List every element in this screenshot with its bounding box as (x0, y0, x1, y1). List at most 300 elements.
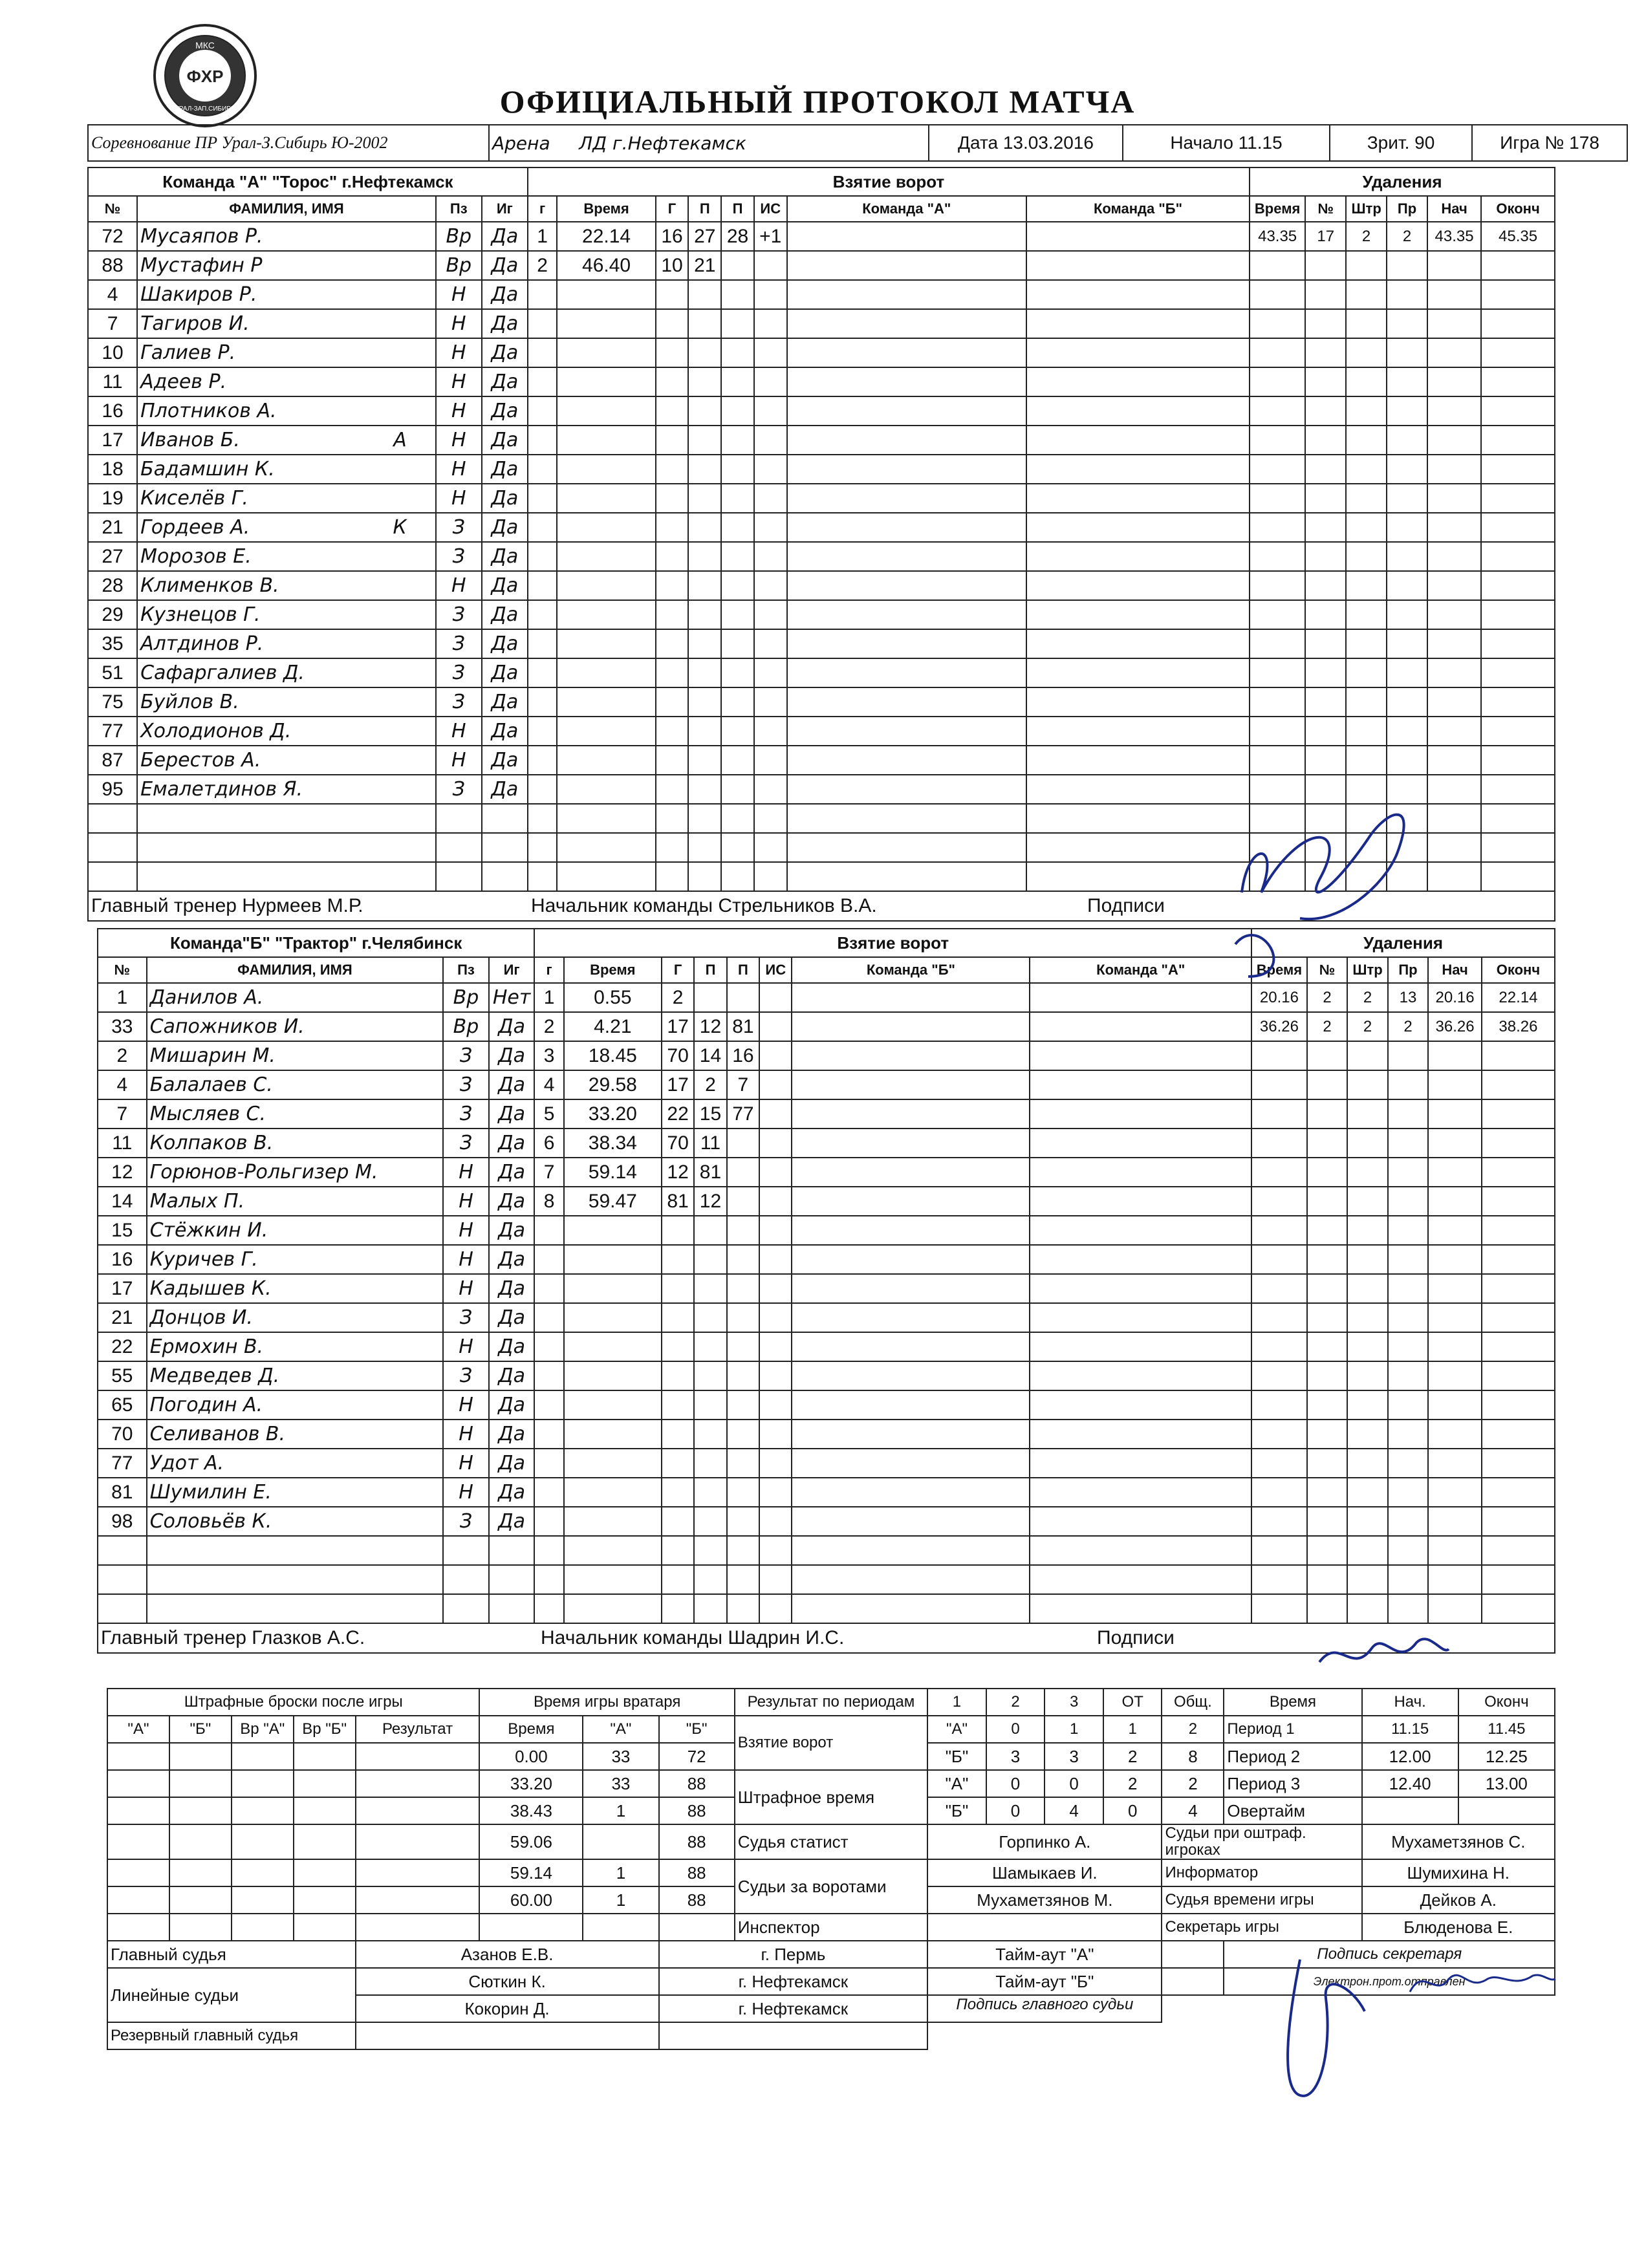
goal-p1: 2 (694, 1070, 726, 1099)
goal-time: 4.21 (564, 1012, 662, 1041)
head-coach: Главный тренер Нурмеев М.Р. (91, 895, 363, 916)
player-number: 33 (98, 1012, 147, 1041)
player-played: Да (482, 338, 528, 367)
player-played: Да (482, 542, 528, 571)
col-header-pen_min: Штр (1346, 196, 1387, 222)
goals-section-title: Взятие ворот (528, 167, 1250, 196)
svg-text:МКС: МКС (195, 40, 215, 50)
player-position: Н (443, 1420, 489, 1449)
table-row (88, 396, 1555, 426)
goalie-row-b: 72 (659, 1743, 735, 1770)
goals-b-p2: 3 (1045, 1743, 1103, 1770)
player-played: Да (489, 1390, 535, 1420)
player-played: Нет (489, 983, 535, 1012)
player-name (147, 1012, 444, 1041)
penalty-start: 20.16 (1428, 983, 1482, 1012)
goalie-row-b: 88 (659, 1770, 735, 1797)
table-row (88, 280, 1555, 309)
pim-b-p1: 0 (986, 1797, 1045, 1824)
timing-period-3-end: 13.00 (1458, 1770, 1555, 1797)
player-name-text: Сафаргалиев Д. (140, 662, 305, 684)
col-header-g: г (534, 957, 563, 983)
player-number: 7 (98, 1099, 147, 1129)
table-row (88, 426, 1555, 455)
col-header-P1: П (688, 196, 721, 222)
table-row (98, 1303, 1555, 1332)
goalie-row-time: 60.00 (479, 1886, 583, 1914)
table-row (88, 484, 1555, 513)
shootout-col-ga: Вр "А" (232, 1716, 294, 1743)
player-number: 18 (88, 455, 137, 484)
goal-time: 33.20 (564, 1099, 662, 1129)
table-row (98, 1216, 1555, 1245)
col-header-time: Время (557, 196, 655, 222)
player-number: 17 (88, 426, 137, 455)
player-played: Да (482, 687, 528, 717)
goalie-row-a: 1 (583, 1886, 658, 1914)
player-name-text: Медведев Д. (149, 1365, 280, 1387)
player-position: Н (436, 746, 482, 775)
player-position: Н (436, 309, 482, 338)
player-name-text: Селиванов В. (149, 1423, 286, 1445)
player-position: З (436, 600, 482, 629)
player-position: З (443, 1303, 489, 1332)
periods-pim-label: Штрафное время (735, 1770, 927, 1824)
penalty-min: 2 (1347, 983, 1387, 1012)
line-judge-1-city: г. Нефтекамск (659, 1968, 928, 1995)
player-number: 12 (98, 1158, 147, 1187)
player-number: 2 (98, 1041, 147, 1070)
player-number: 77 (88, 717, 137, 746)
player-played: Да (489, 1274, 535, 1303)
player-number: 16 (88, 396, 137, 426)
player-number: 22 (98, 1332, 147, 1361)
player-played: Да (482, 484, 528, 513)
secretary-label: Секретарь игры (1162, 1914, 1361, 1941)
player-number: 21 (98, 1303, 147, 1332)
player-position: Н (436, 484, 482, 513)
player-number: 19 (88, 484, 137, 513)
line-judge-2-city: г. Нефтекамск (659, 1995, 928, 2022)
inspector-label: Инспектор (735, 1914, 927, 1941)
player-name-text: Мустафин Р (140, 254, 263, 277)
goal-g: 1 (534, 983, 563, 1012)
player-name (147, 1478, 444, 1507)
player-played: Да (489, 1449, 535, 1478)
table-row (88, 222, 1555, 251)
col-header-G: Г (662, 957, 694, 983)
player-position: Н (443, 1390, 489, 1420)
periods-pim-team-b: "Б" (927, 1797, 986, 1824)
col-header-G: Г (656, 196, 689, 222)
table-row (98, 1361, 1555, 1390)
player-name (147, 1274, 444, 1303)
penalty-min: 2 (1347, 1012, 1387, 1041)
player-played: Да (482, 396, 528, 426)
player-played: Да (482, 455, 528, 484)
player-name (147, 1245, 444, 1274)
goalie-row-b: 88 (659, 1886, 735, 1914)
penalty-start: 43.35 (1427, 222, 1481, 251)
timing-col-time: Время (1224, 1689, 1361, 1716)
col-header-is: ИС (759, 957, 792, 983)
penalty-min: 2 (1346, 222, 1387, 251)
player-position: З (443, 1507, 489, 1536)
player-name-text: Морозов Е. (140, 545, 252, 568)
pim-b-total: 4 (1162, 1797, 1224, 1824)
player-name (137, 717, 436, 746)
player-played: Да (482, 600, 528, 629)
match-info-bar (87, 124, 1628, 162)
table-row (88, 629, 1555, 658)
goal-p1: 11 (694, 1129, 726, 1158)
periods-pim-team-a: "А" (927, 1770, 986, 1797)
player-name (137, 513, 436, 542)
table-row (98, 1536, 1555, 1565)
col-header-pen_start: Нач (1428, 957, 1482, 983)
table-row (88, 571, 1555, 600)
timeout-b-label: Тайм-аут "Б" (927, 1968, 1162, 1995)
goal-is (759, 1041, 792, 1070)
player-played: Да (489, 1332, 535, 1361)
player-name-text: Плотников А. (140, 400, 277, 422)
col-header-name: ФАМИЛИЯ, ИМЯ (147, 957, 444, 983)
timing-period-2-end: 12.25 (1458, 1743, 1555, 1770)
col-header-ice-b: Команда "Б" (1026, 196, 1250, 222)
goal-g: 8 (534, 1187, 563, 1216)
svg-text:ФХР: ФХР (186, 67, 224, 86)
shootout-col-b: "Б" (169, 1716, 232, 1743)
col-header-ice-a: Команда "А" (787, 196, 1026, 222)
player-name (137, 251, 436, 280)
goalie-row-time: 33.20 (479, 1770, 583, 1797)
player-name (137, 542, 436, 571)
team-b-signature (1313, 1623, 1455, 1681)
secretary: Блюденова Е. (1362, 1914, 1555, 1941)
team-b-table (97, 928, 1555, 1654)
player-name-text: Сапожников И. (149, 1015, 305, 1038)
team-manager: Начальник команды Шадрин И.С. (541, 1627, 845, 1648)
player-name (147, 1390, 444, 1420)
team-title: Команда "А" "Торос" г.Нефтекамск (88, 167, 528, 196)
arena-value: ЛД г.Нефтекамск (579, 132, 746, 154)
player-name-text: Данилов А. (149, 986, 264, 1009)
reserve-judge-label: Резервный главный судья (107, 2022, 356, 2049)
line-judge-2: Кокорин Д. (356, 1995, 659, 2022)
player-position: З (436, 687, 482, 717)
penalty-end: 38.26 (1482, 1012, 1555, 1041)
pim-b-p3: 0 (1103, 1797, 1162, 1824)
period-col-total: Общ. (1162, 1689, 1224, 1716)
player-played: Да (482, 658, 528, 687)
player-name (137, 338, 436, 367)
player-played: Да (489, 1099, 535, 1129)
col-header-is: ИС (754, 196, 787, 222)
player-name-text: Удот А. (149, 1452, 224, 1474)
line-judge-1: Сюткин К. (356, 1968, 659, 1995)
player-name-text: Адеев Р. (140, 371, 227, 393)
player-name-text: Алтдинов Р. (140, 632, 264, 655)
player-played: Да (489, 1129, 535, 1158)
penalty-start: 36.26 (1428, 1012, 1482, 1041)
penbox-label: Судьи при оштраф. игроках (1162, 1824, 1361, 1859)
col-header-P2: П (727, 957, 759, 983)
secretary-signature-label: Подпись секретаря (1224, 1941, 1555, 1968)
player-name-text: Стёжкин И. (149, 1219, 268, 1242)
player-number: 51 (88, 658, 137, 687)
player-name (137, 309, 436, 338)
player-number: 11 (88, 367, 137, 396)
goal-judge-1: Шамыкаев И. (927, 1859, 1162, 1886)
col-header-pos: Пз (443, 957, 489, 983)
timing-period-1-end: 11.45 (1458, 1716, 1555, 1743)
player-name-text: Кузнецов Г. (140, 603, 261, 626)
penalty-end: 22.14 (1482, 983, 1555, 1012)
goalie-row-a (583, 1824, 658, 1859)
player-played: Да (482, 251, 528, 280)
goalie-col-a: "А" (583, 1716, 658, 1743)
col-header-pen_reason: Пр (1387, 196, 1427, 222)
timing-col-start: Нач. (1362, 1689, 1458, 1716)
player-played: Да (489, 1478, 535, 1507)
col-header-num: № (98, 957, 147, 983)
goal-time: 59.14 (564, 1158, 662, 1187)
signatures-label: Подписи (1087, 895, 1165, 916)
table-row (98, 1099, 1555, 1129)
col-header-pen_num: № (1307, 957, 1347, 983)
player-position: Н (436, 426, 482, 455)
player-position: З (436, 629, 482, 658)
col-header-pen_time: Время (1250, 196, 1305, 222)
goalie-row-b: 88 (659, 1797, 735, 1824)
player-name-text: Холодионов Д. (140, 720, 292, 742)
svg-text:УРАЛ-ЗАП.СИБИРЬ: УРАЛ-ЗАП.СИБИРЬ (175, 105, 235, 113)
table-row (98, 1507, 1555, 1536)
col-header-pos: Пз (436, 196, 482, 222)
player-name (137, 600, 436, 629)
player-position: З (436, 542, 482, 571)
player-position: Н (443, 1449, 489, 1478)
player-played: Да (489, 1187, 535, 1216)
period-col-3: 3 (1045, 1689, 1103, 1716)
goal-g: 2 (528, 251, 558, 280)
table-row (98, 1449, 1555, 1478)
player-name-text: Берестов А. (140, 749, 261, 772)
col-header-time: Время (564, 957, 662, 983)
player-position: Вр (443, 1012, 489, 1041)
col-header-pen_min: Штр (1347, 957, 1387, 983)
goal-is (759, 1158, 792, 1187)
goal-g: 2 (534, 1012, 563, 1041)
table-row (98, 1390, 1555, 1420)
col-header-pen_time: Время (1251, 957, 1307, 983)
player-name-text: Колпаков В. (149, 1132, 274, 1154)
player-position: Н (443, 1187, 489, 1216)
penalties-section-title: Удаления (1250, 167, 1555, 196)
player-name (147, 1507, 444, 1536)
match-date: Дата 13.03.2016 (929, 125, 1123, 161)
player-number: 29 (88, 600, 137, 629)
player-played: Да (482, 775, 528, 804)
game-number: Игра № 178 (1472, 125, 1627, 161)
player-name-text: Ермохин В. (149, 1335, 264, 1358)
goal-g: 2 (662, 983, 694, 1012)
player-played: Да (489, 1361, 535, 1390)
arena (489, 125, 929, 161)
player-number: 4 (88, 280, 137, 309)
penalty-time: 36.26 (1251, 1012, 1307, 1041)
col-header-P2: П (721, 196, 754, 222)
goal-time: 46.40 (557, 251, 655, 280)
goal-g: 3 (534, 1041, 563, 1070)
goal-is (759, 983, 792, 1012)
player-played: Да (489, 1303, 535, 1332)
table-row (98, 1158, 1555, 1187)
player-name-text: Иванов Б. (140, 429, 240, 451)
goal-p2 (727, 1158, 759, 1187)
player-number: 21 (88, 513, 137, 542)
player-played: Да (489, 1070, 535, 1099)
player-position: Н (436, 280, 482, 309)
goalie-row-time: 59.14 (479, 1859, 583, 1886)
col-header-ice-a: Команда "Б" (792, 957, 1030, 983)
period-col-1: 1 (927, 1689, 986, 1716)
goal-p2 (727, 1187, 759, 1216)
player-position: Н (436, 571, 482, 600)
signatures-label: Подписи (1097, 1627, 1175, 1648)
table-row (98, 1594, 1555, 1623)
goalie-row-a: 1 (583, 1797, 658, 1824)
goal-p2: 77 (727, 1099, 759, 1129)
player-name (147, 1041, 444, 1070)
goal-g: 10 (656, 251, 689, 280)
spectators: Зрит. 90 (1330, 125, 1472, 161)
player-number: 17 (98, 1274, 147, 1303)
goal-g: 5 (534, 1099, 563, 1129)
col-header-name: ФАМИЛИЯ, ИМЯ (137, 196, 436, 222)
player-played: Да (489, 1420, 535, 1449)
goals-a-p1: 0 (986, 1716, 1045, 1743)
table-row (98, 1420, 1555, 1449)
player-played: Да (489, 1507, 535, 1536)
table-row (98, 1070, 1555, 1099)
player-played: Да (482, 309, 528, 338)
goals-a-p3: 1 (1103, 1716, 1162, 1743)
goalie-row-b: 88 (659, 1859, 735, 1886)
timeout-a-label: Тайм-аут "А" (927, 1941, 1162, 1968)
table-row (88, 251, 1555, 280)
main-judge-city: г. Пермь (659, 1941, 928, 1968)
timing-period-3: Период 3 (1224, 1770, 1361, 1797)
player-number: 81 (98, 1478, 147, 1507)
table-row (98, 1012, 1555, 1041)
player-number: 10 (88, 338, 137, 367)
player-name (147, 983, 444, 1012)
player-name (137, 222, 436, 251)
table-row (88, 600, 1555, 629)
player-played: Да (489, 1245, 535, 1274)
goal-p2 (727, 1129, 759, 1158)
goal-judge-2: Мухаметзянов М. (927, 1886, 1162, 1914)
player-position: Н (436, 717, 482, 746)
goal-time: 22.14 (557, 222, 655, 251)
goal-g: 12 (662, 1158, 694, 1187)
penalty-reason: 13 (1388, 983, 1428, 1012)
player-name (147, 1361, 444, 1390)
main-judge-signature (1261, 1947, 1391, 2108)
goalie-row-b: 88 (659, 1824, 735, 1859)
penalty-num: 2 (1307, 983, 1347, 1012)
main-judge-label: Главный судья (107, 1941, 356, 1968)
penalty-reason: 2 (1388, 1012, 1428, 1041)
goal-g: 17 (662, 1070, 694, 1099)
goal-p1: 12 (694, 1012, 726, 1041)
team-manager: Начальник команды Стрельников В.А. (531, 895, 877, 916)
pim-a-p3: 2 (1103, 1770, 1162, 1797)
goal-p1 (694, 983, 726, 1012)
player-name (137, 426, 436, 455)
penalty-time: 20.16 (1251, 983, 1307, 1012)
goals-a-p2: 1 (1045, 1716, 1103, 1743)
table-row (98, 1274, 1555, 1303)
team-a-signature (1222, 795, 1468, 989)
goalie-col-time: Время (479, 1716, 583, 1743)
player-name (147, 1303, 444, 1332)
shootout-col-gb: Вр "Б" (294, 1716, 356, 1743)
penalty-time: 43.35 (1250, 222, 1305, 251)
table-row (88, 542, 1555, 571)
table-row (88, 338, 1555, 367)
player-name (137, 687, 436, 717)
player-name-text: Шакиров Р. (140, 283, 257, 306)
col-header-pen_reason: Пр (1388, 957, 1428, 983)
table-row (98, 1129, 1555, 1158)
goal-time: 29.58 (564, 1070, 662, 1099)
table-row (98, 1245, 1555, 1274)
timing-period-2: Период 2 (1224, 1743, 1361, 1770)
secretary-signature (1403, 1960, 1559, 2005)
player-position: Вр (436, 222, 482, 251)
informer: Шумихина Н. (1362, 1859, 1555, 1886)
player-position: Вр (443, 983, 489, 1012)
player-position: Н (436, 338, 482, 367)
player-name (147, 1070, 444, 1099)
player-name (137, 396, 436, 426)
player-number: 55 (98, 1361, 147, 1390)
player-played: Да (482, 513, 528, 542)
pim-b-p2: 4 (1045, 1797, 1103, 1824)
goal-time: 0.55 (564, 983, 662, 1012)
goalie-col-b: "Б" (659, 1716, 735, 1743)
player-played: Да (489, 1041, 535, 1070)
player-position: Вр (436, 251, 482, 280)
shootout-col-result: Результат (356, 1716, 480, 1743)
player-name (137, 629, 436, 658)
player-name (137, 746, 436, 775)
player-name (147, 1099, 444, 1129)
goalie-time-title: Время игры вратаря (479, 1689, 734, 1716)
penalties-section-title: Удаления (1251, 929, 1555, 957)
goal-is (759, 1070, 792, 1099)
goal-p1: 15 (694, 1099, 726, 1129)
goal-g: 16 (656, 222, 689, 251)
goals-b-total: 8 (1162, 1743, 1224, 1770)
player-name-text: Мысляев С. (149, 1103, 266, 1125)
player-name-text: Бадамшин К. (140, 458, 275, 481)
goal-g: 4 (534, 1070, 563, 1099)
player-name (137, 280, 436, 309)
player-name-text: Буйлов В. (140, 691, 239, 713)
